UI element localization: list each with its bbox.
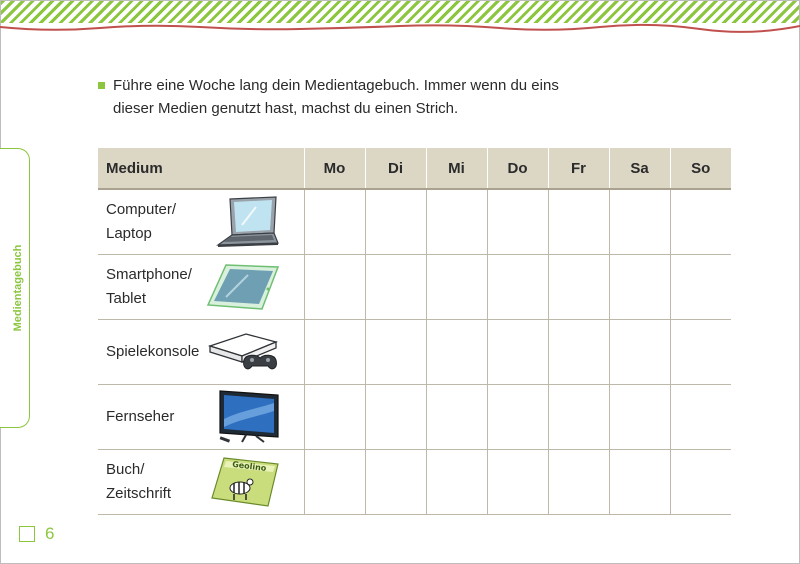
- tally-cell[interactable]: [365, 450, 426, 515]
- instruction-line-1: Führe eine Woche lang dein Medientagebuch. Immer wenn du eins: [113, 77, 559, 94]
- tally-cell[interactable]: [487, 385, 548, 450]
- magazine-icon: [210, 456, 280, 508]
- tally-cell[interactable]: [365, 385, 426, 450]
- tally-cell[interactable]: [304, 189, 365, 255]
- tally-cell[interactable]: [487, 450, 548, 515]
- table-row: [98, 320, 731, 385]
- tally-cell[interactable]: [426, 450, 487, 515]
- tally-cell[interactable]: [670, 450, 731, 515]
- tally-cell[interactable]: [609, 320, 670, 385]
- instruction-block: [98, 74, 658, 120]
- top-stripe-band: [1, 1, 799, 23]
- medium-cell: [98, 189, 304, 255]
- tally-cell[interactable]: [670, 320, 731, 385]
- day-header-di: Di: [365, 148, 426, 189]
- tally-cell[interactable]: [548, 320, 609, 385]
- day-header-sa: Sa: [609, 148, 670, 189]
- tally-cell[interactable]: [670, 189, 731, 255]
- bullet-square: [98, 82, 105, 89]
- tally-cell[interactable]: [426, 385, 487, 450]
- table-row: [98, 385, 731, 450]
- tally-cell[interactable]: [365, 320, 426, 385]
- medium-label: Spielekonsole: [106, 343, 200, 360]
- medium-cell: [98, 320, 304, 385]
- tally-cell[interactable]: [670, 255, 731, 320]
- tally-cell[interactable]: [487, 255, 548, 320]
- day-header-mo: Mo: [304, 148, 365, 189]
- medium-header: Medium: [98, 148, 304, 189]
- tally-cell[interactable]: [426, 320, 487, 385]
- medium-cell: [98, 255, 304, 320]
- side-tab-label: Medientagebuch: [12, 244, 24, 332]
- table-row: [98, 189, 731, 255]
- game-console-icon: [206, 328, 280, 376]
- medium-cell: [98, 385, 304, 450]
- tally-cell[interactable]: [548, 385, 609, 450]
- instruction-line-2: dieser Medien genutzt hast, machst du einen Strich.: [113, 100, 459, 117]
- tally-cell[interactable]: [487, 320, 548, 385]
- page-number: 6: [45, 524, 55, 543]
- tally-cell[interactable]: [609, 255, 670, 320]
- tally-cell[interactable]: [304, 385, 365, 450]
- table-header-row: [98, 148, 731, 189]
- tablet-icon: [206, 263, 280, 311]
- tally-cell[interactable]: [426, 255, 487, 320]
- day-header-do: Do: [487, 148, 548, 189]
- tally-cell[interactable]: [304, 450, 365, 515]
- medium-label: Smartphone/ Tablet: [106, 266, 192, 307]
- tally-cell[interactable]: [670, 385, 731, 450]
- tally-cell[interactable]: [426, 189, 487, 255]
- tally-cell[interactable]: [304, 255, 365, 320]
- tv-icon: [216, 389, 280, 445]
- tally-cell[interactable]: [548, 450, 609, 515]
- media-diary-table: [98, 148, 731, 515]
- tally-cell[interactable]: [548, 189, 609, 255]
- medium-cell: [98, 450, 304, 515]
- tally-cell[interactable]: [609, 450, 670, 515]
- table-row: [98, 255, 731, 320]
- day-header-so: So: [670, 148, 731, 189]
- page-number-box: [19, 526, 35, 542]
- laptop-icon: [212, 195, 280, 249]
- medium-label: Fernseher: [106, 408, 175, 425]
- tally-cell[interactable]: [548, 255, 609, 320]
- tally-cell[interactable]: [609, 189, 670, 255]
- day-header-fr: Fr: [548, 148, 609, 189]
- medium-label: Computer/ Laptop: [106, 201, 177, 242]
- day-header-mi: Mi: [426, 148, 487, 189]
- top-wave-line: [0, 21, 800, 33]
- magazine-cover-text: Geolino: [231, 459, 267, 473]
- table-row: [98, 450, 731, 515]
- medium-label: Buch/ Zeitschrift: [106, 461, 172, 502]
- tally-cell[interactable]: [304, 320, 365, 385]
- tally-cell[interactable]: [365, 189, 426, 255]
- tally-cell[interactable]: [365, 255, 426, 320]
- tally-cell[interactable]: [609, 385, 670, 450]
- tally-cell[interactable]: [487, 189, 548, 255]
